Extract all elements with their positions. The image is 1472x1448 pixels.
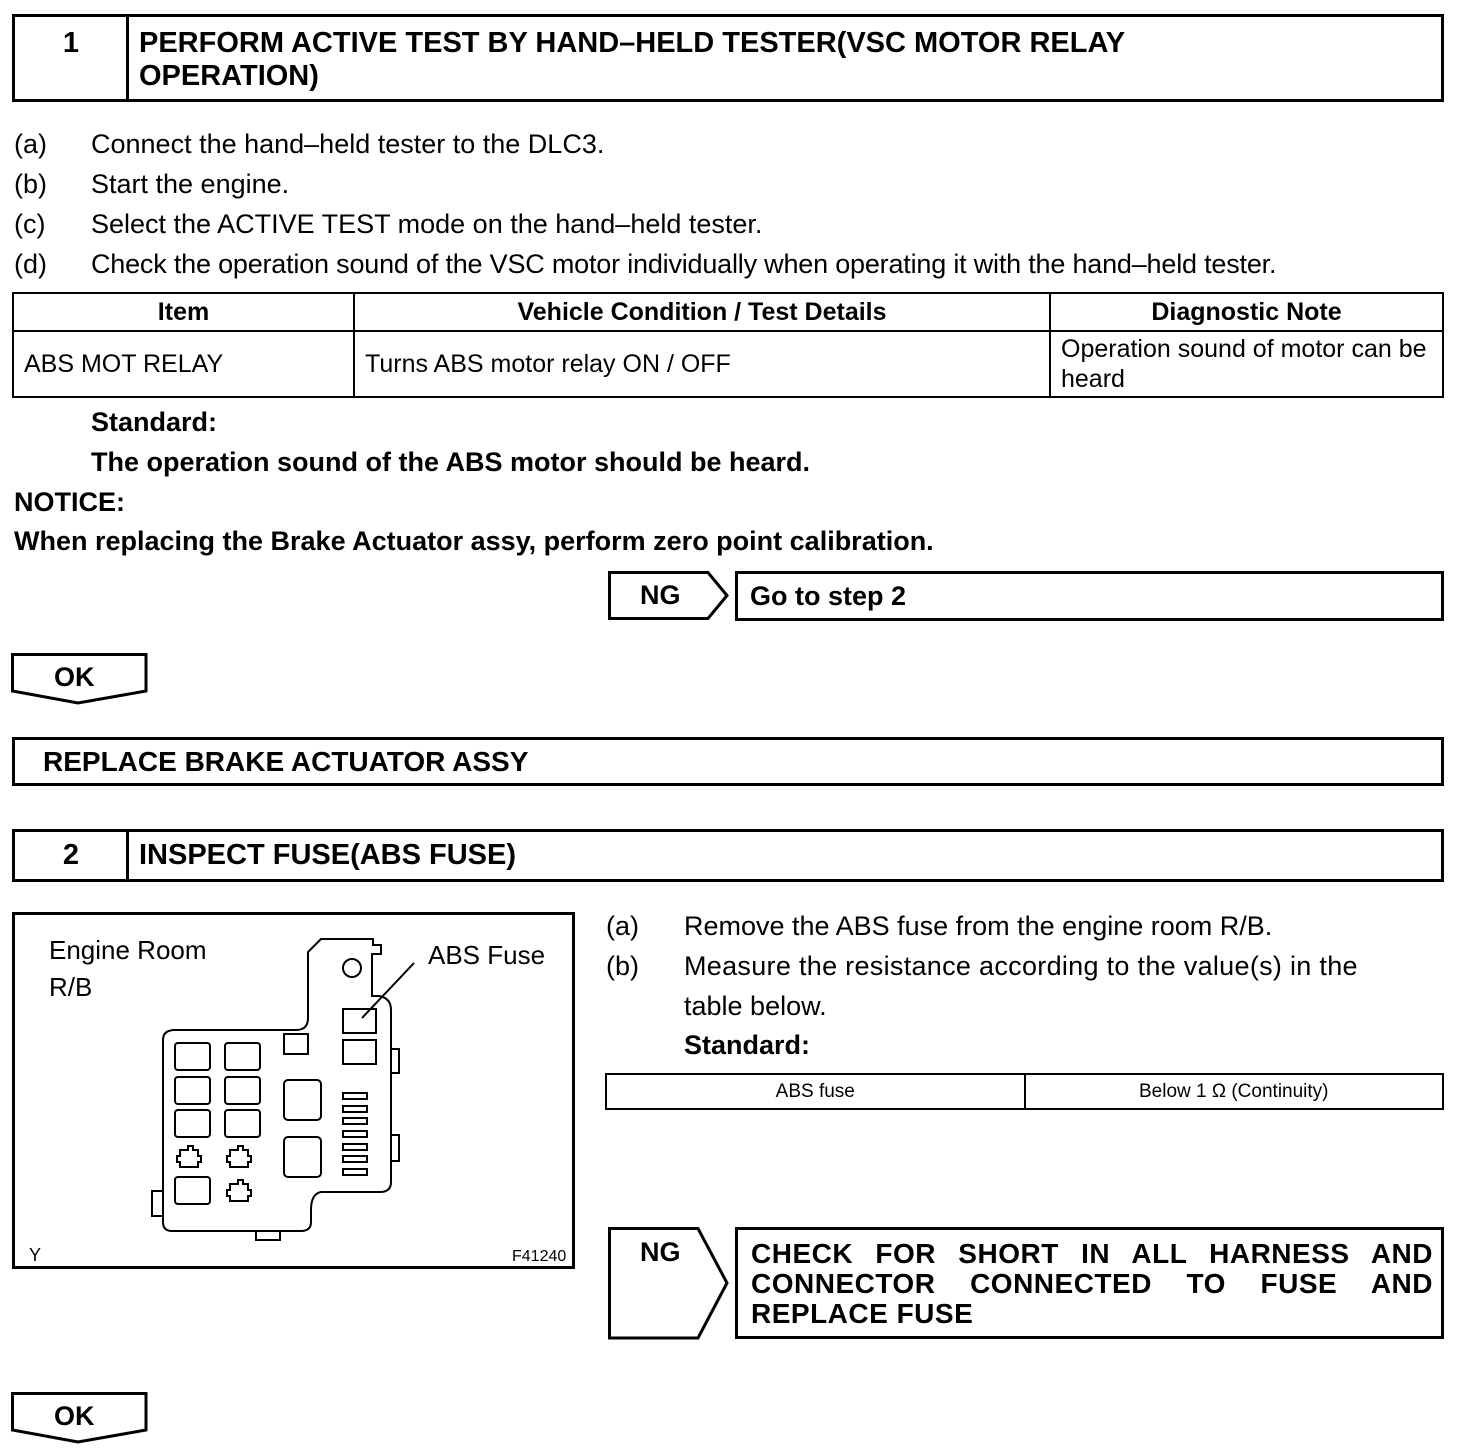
table-header: Vehicle Condition / Test Details: [354, 293, 1050, 331]
instruction-text: Remove the ABS fuse from the engine room R/B.: [684, 911, 1273, 941]
ng-action-box: [735, 571, 1444, 621]
ok-label: OK: [54, 1401, 95, 1431]
instruction-text: Check the operation sound of the VSC motor individually when operating it with the hand–held tester.: [91, 249, 1277, 279]
ng-action-box: [735, 1227, 1444, 1339]
figure-corner-label: Y: [29, 1245, 42, 1265]
table-cell: ABS MOT RELAY: [13, 331, 354, 397]
table-cell: Operation sound of motor can be heard: [1050, 331, 1443, 397]
instruction-text: table below.: [684, 991, 827, 1021]
ng-action-text: Go to step 2: [750, 581, 907, 611]
ok-label: OK: [54, 662, 95, 692]
abs-fuse-label: ABS Fuse: [428, 940, 546, 970]
ok-action-text: REPLACE BRAKE ACTUATOR ASSY: [43, 746, 529, 777]
standard-label: Standard:: [684, 1030, 811, 1060]
step-title: INSPECT FUSE(ABS FUSE): [139, 839, 517, 871]
step-2-header: [12, 829, 1444, 882]
ok-action-box: [12, 737, 1444, 786]
instruction-text: Select the ACTIVE TEST mode on the hand–held tester.: [91, 209, 763, 239]
table-header: Diagnostic Note: [1050, 293, 1443, 331]
fuse-standard-table: [605, 1073, 1444, 1110]
table-cell: ABS fuse: [606, 1074, 1025, 1109]
table-header: Item: [13, 293, 354, 331]
instruction-text: Connect the hand–held tester to the DLC3.: [91, 129, 605, 159]
step-number: 1: [62, 27, 80, 59]
ng-label: NG: [640, 580, 681, 610]
figure-label: Engine Room: [49, 935, 207, 965]
instruction-label: (a): [606, 911, 639, 941]
instruction-label: (c): [14, 209, 46, 239]
instruction-label: (a): [14, 129, 47, 159]
table-row: [606, 1074, 1443, 1109]
relay-box-drawing: [12, 912, 575, 1269]
figure-label: R/B: [49, 972, 93, 1002]
table-cell: Below 1 Ω (Continuity): [1025, 1074, 1444, 1109]
instruction-text: Measure the resistance according to the value(s) in the: [684, 951, 1358, 981]
relay-box-figure: [12, 912, 575, 1269]
step-1-header: [12, 14, 1444, 102]
figure-id: F41240: [512, 1248, 567, 1265]
instruction-label: (d): [14, 249, 47, 279]
notice-label: NOTICE:: [14, 487, 125, 517]
active-test-table: [12, 292, 1444, 398]
ng-action-text: CHECK FOR SHORT IN ALL HARNESS AND CONNECTOR CONNECTED TO FUSE AND REPLACE FUSE: [751, 1238, 1433, 1329]
instruction-label: (b): [606, 951, 639, 981]
ng-label: NG: [640, 1237, 681, 1267]
step-number: 2: [62, 839, 80, 871]
step-title: PERFORM ACTIVE TEST BY HAND–HELD TESTER(VSC MOTOR RELAY OPERATION): [139, 27, 1125, 92]
standard-text: The operation sound of the ABS motor should be heard.: [91, 447, 811, 477]
instruction-text: Start the engine.: [91, 169, 290, 199]
standard-label: Standard:: [91, 407, 218, 437]
notice-text: When replacing the Brake Actuator assy, perform zero point calibration.: [14, 526, 934, 556]
table-row: [13, 331, 1443, 397]
table-cell: Turns ABS motor relay ON / OFF: [354, 331, 1050, 397]
instruction-label: (b): [14, 169, 47, 199]
